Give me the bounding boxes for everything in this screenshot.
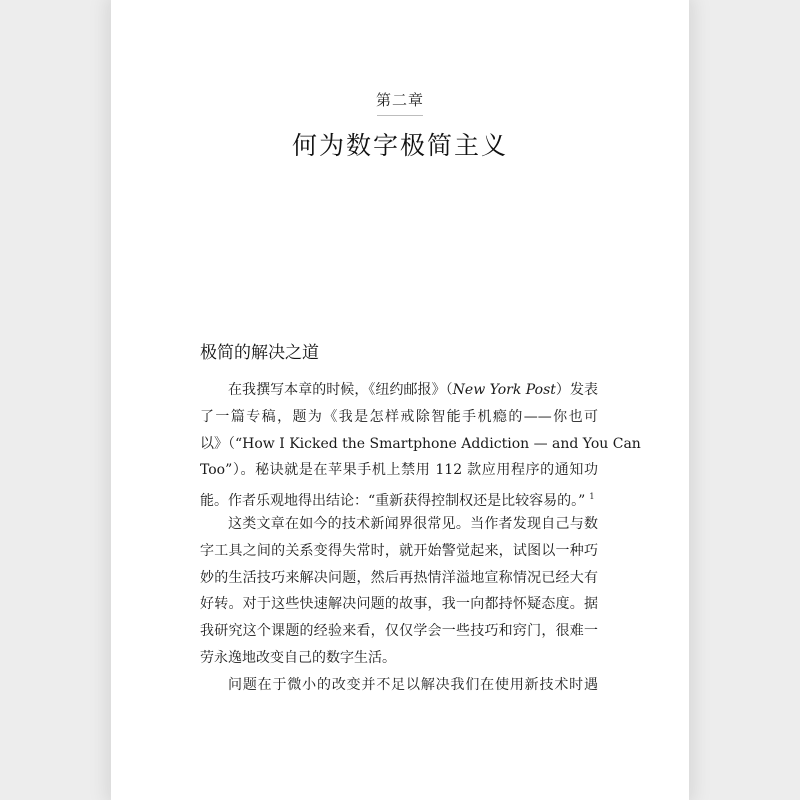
paragraph-3-line-1: 问题在于微小的改变并不足以解决我们在使用新技术时遇 <box>228 676 598 693</box>
publication-name: New York Post <box>452 382 556 398</box>
paragraph-2-line-6: 劳永逸地改变自己的数字生活。 <box>200 649 396 666</box>
paragraph-1-line-5 <box>200 484 598 511</box>
chapter-divider <box>377 115 423 116</box>
paragraph-1-line-4: Too”）。秘诀就是在苹果手机上禁用 112 款应用程序的通知功 <box>200 462 598 479</box>
paragraph-1-line-3: 以》（“How I Kicked the Smartphone Addiction — and You Can <box>200 435 641 452</box>
line-text: ）发表 <box>555 382 599 398</box>
chapter-label: 第二章 <box>375 91 424 109</box>
section-heading: 极简的解决之道 <box>200 343 319 363</box>
footnote-marker: 1 <box>589 492 595 502</box>
line-text: 在我撰写本章的时候，《纽约邮报》（ <box>228 382 453 398</box>
book-page <box>111 0 689 800</box>
paragraph-1-line-1 <box>200 377 598 404</box>
paragraph-2-line-2: 字工具之间的关系变得失常时，就开始警觉起来，试图以一种巧 <box>200 542 598 559</box>
paragraph-2-line-4: 好转。对于这些快速解决问题的故事，我一向都持怀疑态度。据 <box>200 596 598 613</box>
paragraph-2-line-5: 我研究这个课题的经验来看，仅仅学会一些技巧和窍门，很难一 <box>200 623 598 640</box>
chapter-title: 何为数字极简主义 <box>291 131 508 160</box>
paragraph-1-line-2: 了一篇专稿，题为《我是怎样戒除智能手机瘾的——你也可 <box>200 408 598 425</box>
paragraph-2-line-1: 这类文章在如今的技术新闻界很常见。当作者发现自己与数 <box>228 515 598 532</box>
body-text <box>200 377 641 699</box>
paragraph-2-line-3: 妙的生活技巧来解决问题，然后再热情洋溢地宣称情况已经大有 <box>200 569 598 586</box>
line-text: 能。作者乐观地得出结论：“重新获得控制权还是比较容易的。” <box>200 493 586 510</box>
